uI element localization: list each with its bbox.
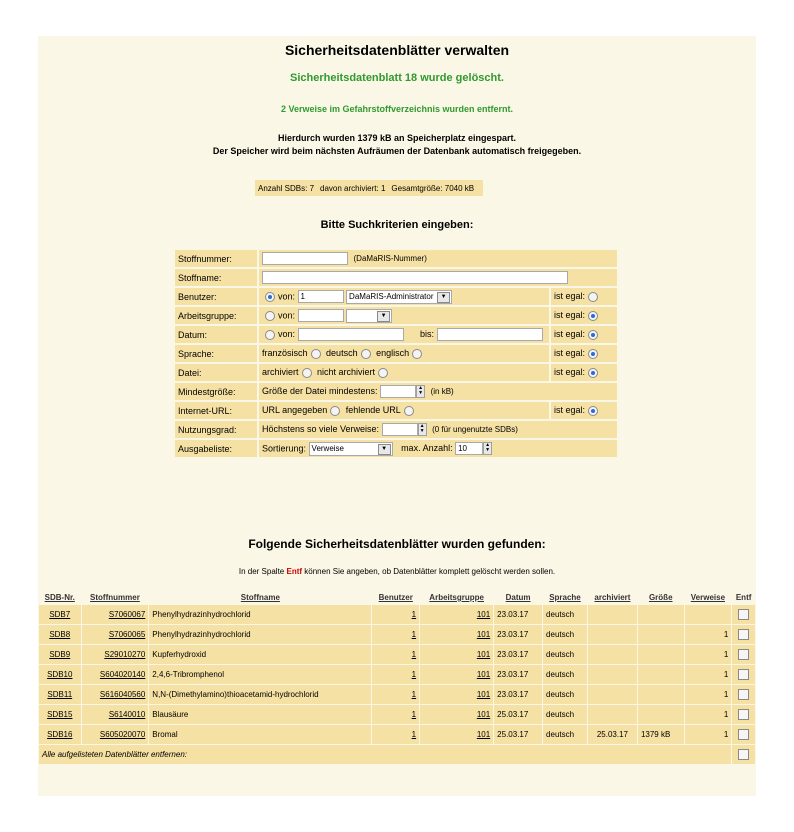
sprache-de-radio[interactable] xyxy=(361,349,371,359)
sprache-cell: deutsch xyxy=(546,630,575,639)
mindestgroesse-unit: (in kB) xyxy=(430,386,454,396)
sprache-cell: deutsch xyxy=(546,730,575,739)
column-header[interactable]: Verweise xyxy=(690,593,726,602)
column-header[interactable]: SDB-Nr. xyxy=(44,593,75,602)
column-header[interactable]: Benutzer xyxy=(378,593,413,602)
entf-checkbox[interactable] xyxy=(738,709,749,720)
entf-checkbox[interactable] xyxy=(738,669,749,680)
stoffnummer-link[interactable]: S7060067 xyxy=(108,610,146,619)
nutzungsgrad-text: Höchstens so viele Verweise: xyxy=(262,423,380,434)
datei-egal-radio[interactable] xyxy=(588,368,598,378)
sprache-cell: deutsch xyxy=(546,690,575,699)
info-line-1: Hierdurch wurden 1379 kB an Speicherplatz eingespart. xyxy=(277,133,517,143)
hint-pre: In der Spalte xyxy=(238,567,285,576)
entf-checkbox[interactable] xyxy=(738,609,749,620)
sprache-cell: deutsch xyxy=(546,670,575,679)
sdb-link[interactable]: SDB9 xyxy=(49,650,71,659)
benutzer-link[interactable]: 1 xyxy=(411,730,417,739)
stats-bar xyxy=(255,180,483,196)
chevron-down-icon: ▼ xyxy=(377,311,390,322)
hint-post: können Sie angeben, ob Datenblätter komplett gelöscht werden sollen. xyxy=(304,567,556,576)
stoffnummer-link[interactable]: S29010270 xyxy=(104,650,146,659)
datum-egal-label: ist egal: xyxy=(554,329,586,340)
benutzer-link[interactable]: 1 xyxy=(411,690,417,699)
table-row xyxy=(39,725,755,744)
column-header: Entf xyxy=(735,593,752,602)
benutzer-link[interactable]: 1 xyxy=(411,710,417,719)
arbeitsgruppe-von-radio[interactable] xyxy=(265,311,275,321)
stoffname-label: Stoffname: xyxy=(175,269,257,286)
entf-checkbox[interactable] xyxy=(738,689,749,700)
arbeitsgruppe-egal-label: ist egal: xyxy=(554,310,586,321)
verweise-cell: 1 xyxy=(723,730,729,739)
table-row xyxy=(39,705,755,724)
benutzer-von-label: von: xyxy=(278,290,296,301)
hint-entf: Entf xyxy=(286,567,303,576)
sdb-link[interactable]: SDB11 xyxy=(47,690,73,699)
sprache-fr-label: französisch xyxy=(262,348,308,359)
sprache-egal-radio[interactable] xyxy=(588,349,598,359)
benutzer-egal-label: ist egal: xyxy=(554,291,586,302)
column-header[interactable]: Stoffnummer xyxy=(90,593,140,602)
page-title: Sicherheitsdatenblätter verwalten xyxy=(284,42,510,58)
benutzer-select[interactable] xyxy=(346,290,452,304)
stoffnummer-link[interactable]: S616040560 xyxy=(99,690,146,699)
column-header[interactable]: Stoffname xyxy=(240,593,280,602)
benutzer-link[interactable]: 1 xyxy=(411,670,417,679)
verweise-cell: 1 xyxy=(723,650,729,659)
datei-archiviert-label: archiviert xyxy=(262,367,299,378)
sprache-en-label: englisch xyxy=(376,348,410,359)
stoffnummer-link[interactable]: S604020140 xyxy=(99,670,146,679)
internet-url-label: Internet-URL: xyxy=(175,402,257,419)
sprache-de-label: deutsch xyxy=(326,348,358,359)
groesse-cell: 1379 kB xyxy=(640,730,671,739)
sprache-cell: deutsch xyxy=(546,710,575,719)
datum-egal-radio[interactable] xyxy=(588,330,598,340)
stoffname-cell: Phenylhydrazinhydrochlorid xyxy=(152,630,251,639)
nutzungsgrad-label: Nutzungsgrad: xyxy=(175,421,257,438)
mindestgroesse-input[interactable] xyxy=(380,385,416,398)
arbeitsgruppe-link[interactable]: 101 xyxy=(476,670,491,679)
table-row xyxy=(39,645,755,664)
benutzer-von-radio[interactable] xyxy=(265,292,275,302)
stoffname-cell: 2,4,6-Tribromphenol xyxy=(152,670,225,679)
datum-to-input[interactable] xyxy=(437,328,543,341)
sprache-cell: deutsch xyxy=(546,610,575,619)
benutzer-link[interactable]: 1 xyxy=(411,650,417,659)
stats-archived: davon archiviert: 1 xyxy=(320,183,386,193)
datum-cell: 25.03.17 xyxy=(497,730,529,739)
table-row xyxy=(39,665,755,684)
column-header[interactable]: Arbeitsgruppe xyxy=(429,593,484,602)
benutzer-egal-radio[interactable] xyxy=(588,292,598,302)
chevron-down-icon: ▼ xyxy=(378,444,391,455)
datum-von-label: von: xyxy=(278,328,296,339)
arbeitsgruppe-link[interactable]: 101 xyxy=(476,690,491,699)
datei-nicht-archiviert-label: nicht archiviert xyxy=(317,367,376,378)
sprache-egal-label: ist egal: xyxy=(554,348,586,359)
spinner-icon[interactable]: ▲ ▼ xyxy=(416,385,425,398)
sprache-fr-radio[interactable] xyxy=(311,349,321,359)
column-header[interactable]: Größe xyxy=(648,593,673,602)
datum-label: Datum: xyxy=(175,326,257,343)
sprache-cell: deutsch xyxy=(546,650,575,659)
arbeitsgruppe-link[interactable]: 101 xyxy=(476,650,491,659)
arbeitsgruppe-egal-radio[interactable] xyxy=(588,311,598,321)
max-anzahl-input[interactable]: 10 xyxy=(455,442,483,455)
table-row xyxy=(39,625,755,644)
stoffnummer-link[interactable]: S6140010 xyxy=(108,710,146,719)
arbeitsgruppe-link[interactable]: 101 xyxy=(476,610,491,619)
url-fehlend-radio[interactable] xyxy=(404,406,414,416)
results-hint xyxy=(0,567,794,576)
stoffname-cell: N,N-(Dimethylamino)thioacetamid-hydrochlorid xyxy=(152,690,319,699)
results-heading: Folgende Sicherheitsdatenblätter wurden gefunden: xyxy=(248,537,546,551)
verweise-cell: 1 xyxy=(723,690,729,699)
sdb-link[interactable]: SDB16 xyxy=(47,730,73,739)
entf-checkbox[interactable] xyxy=(738,649,749,660)
entf-checkbox[interactable] xyxy=(738,629,749,640)
url-angegeben-label: URL angegeben xyxy=(262,405,328,416)
sortierung-select[interactable] xyxy=(309,442,393,456)
chevron-down-icon: ▼ xyxy=(437,292,450,303)
sdb-link[interactable]: SDB7 xyxy=(49,610,71,619)
arbeitsgruppe-link[interactable]: 101 xyxy=(476,710,491,719)
success-message: Sicherheitsdatenblatt 18 wurde gelöscht. xyxy=(290,72,504,84)
url-egal-label: ist egal: xyxy=(554,405,586,416)
sortierung-value: Verweise xyxy=(311,443,345,453)
stoffname-input[interactable] xyxy=(262,271,568,284)
sprache-label: Sprache: xyxy=(175,345,257,362)
delete-all-checkbox[interactable] xyxy=(738,749,749,760)
url-egal-radio[interactable] xyxy=(588,406,598,416)
arbeitsgruppe-select[interactable] xyxy=(346,309,392,323)
datum-cell: 25.03.17 xyxy=(497,710,529,719)
archiviert-cell: 25.03.17 xyxy=(596,730,628,739)
arbeitsgruppe-von-label: von: xyxy=(278,309,296,320)
nutzungsgrad-hint: (0 für ungenutzte SDBs) xyxy=(432,424,518,434)
stoffnummer-link[interactable]: S7060065 xyxy=(108,630,146,639)
search-criteria-table xyxy=(173,248,619,459)
column-header[interactable]: archiviert xyxy=(594,593,631,602)
datei-egal-label: ist egal: xyxy=(554,367,586,378)
sprache-en-radio[interactable] xyxy=(412,349,422,359)
arbeitsgruppe-link[interactable]: 101 xyxy=(476,630,491,639)
mindestgroesse-text: Größe der Datei mindestens: xyxy=(262,385,378,396)
stoffname-cell: Phenylhydrazinhydrochlorid xyxy=(152,610,251,619)
stoffnummer-input[interactable] xyxy=(262,252,348,265)
datei-nicht-archiviert-radio[interactable] xyxy=(378,368,388,378)
datum-bis-label: bis: xyxy=(420,328,435,339)
url-fehlend-label: fehlende URL xyxy=(345,405,401,416)
verweise-cell: 1 xyxy=(723,710,729,719)
delete-all-label: Alle aufgelisteten Datenblätter entfernen: xyxy=(39,745,731,764)
stoffnummer-link[interactable]: S605020070 xyxy=(99,730,146,739)
url-angegeben-radio[interactable] xyxy=(330,406,340,416)
datum-cell: 23.03.17 xyxy=(497,630,529,639)
entf-checkbox[interactable] xyxy=(738,729,749,740)
benutzer-link[interactable]: 1 xyxy=(411,610,417,619)
datei-archiviert-radio[interactable] xyxy=(302,368,312,378)
stoffname-cell: Blausäure xyxy=(152,710,189,719)
arbeitsgruppe-label: Arbeitsgruppe: xyxy=(175,307,257,324)
column-header[interactable]: Datum xyxy=(505,593,531,602)
sdb-link[interactable]: SDB10 xyxy=(47,670,73,679)
benutzer-select-value: DaMaRIS-Administrator xyxy=(349,291,434,301)
datum-from-input[interactable] xyxy=(298,328,404,341)
nutzungsgrad-input[interactable] xyxy=(382,423,418,436)
sdb-link[interactable]: SDB15 xyxy=(47,710,73,719)
stats-count: Anzahl SDBs: 7 xyxy=(258,183,315,193)
arbeitsgruppe-link[interactable]: 101 xyxy=(476,730,491,739)
datum-cell: 23.03.17 xyxy=(497,670,529,679)
ausgabeliste-label: Ausgabeliste: xyxy=(175,440,257,457)
verweise-cell: 1 xyxy=(723,630,729,639)
stats-total: Gesamtgröße: 7040 kB xyxy=(391,183,475,193)
benutzer-id-input[interactable]: 1 xyxy=(298,290,344,303)
sdb-link[interactable]: SDB8 xyxy=(49,630,71,639)
spinner-icon[interactable]: ▲ ▼ xyxy=(418,423,427,436)
info-line-2: Der Speicher wird beim nächsten Aufräumen der Datenbank automatisch freigegeben. xyxy=(212,146,582,156)
datum-von-radio[interactable] xyxy=(265,330,275,340)
criteria-heading: Bitte Suchkriterien eingeben: xyxy=(320,219,474,231)
verweise-cell: 1 xyxy=(723,670,729,679)
datum-cell: 23.03.17 xyxy=(497,650,529,659)
references-message: 2 Verweise im Gefahrstoffverzeichnis wurden entfernt. xyxy=(280,104,514,114)
column-header[interactable]: Sprache xyxy=(549,593,581,602)
table-row xyxy=(39,685,755,704)
spinner-icon[interactable]: ▲ ▼ xyxy=(483,442,492,455)
results-table xyxy=(38,590,756,765)
datum-cell: 23.03.17 xyxy=(497,610,529,619)
stoffnummer-hint: (DaMaRIS-Nummer) xyxy=(353,253,427,263)
stoffname-cell: Bromal xyxy=(152,730,178,739)
datum-cell: 23.03.17 xyxy=(497,690,529,699)
mindestgroesse-label: Mindestgröße: xyxy=(175,383,257,400)
stoffnummer-label: Stoffnummer: xyxy=(175,250,257,267)
sortierung-label: Sortierung: xyxy=(262,442,307,453)
table-row xyxy=(39,605,755,624)
benutzer-label: Benutzer: xyxy=(175,288,257,305)
stoffname-cell: Kupferhydroxid xyxy=(152,650,207,659)
max-anzahl-label: max. Anzahl: xyxy=(401,442,453,453)
benutzer-link[interactable]: 1 xyxy=(411,630,417,639)
arbeitsgruppe-input[interactable] xyxy=(298,309,344,322)
datei-label: Datei: xyxy=(175,364,257,381)
